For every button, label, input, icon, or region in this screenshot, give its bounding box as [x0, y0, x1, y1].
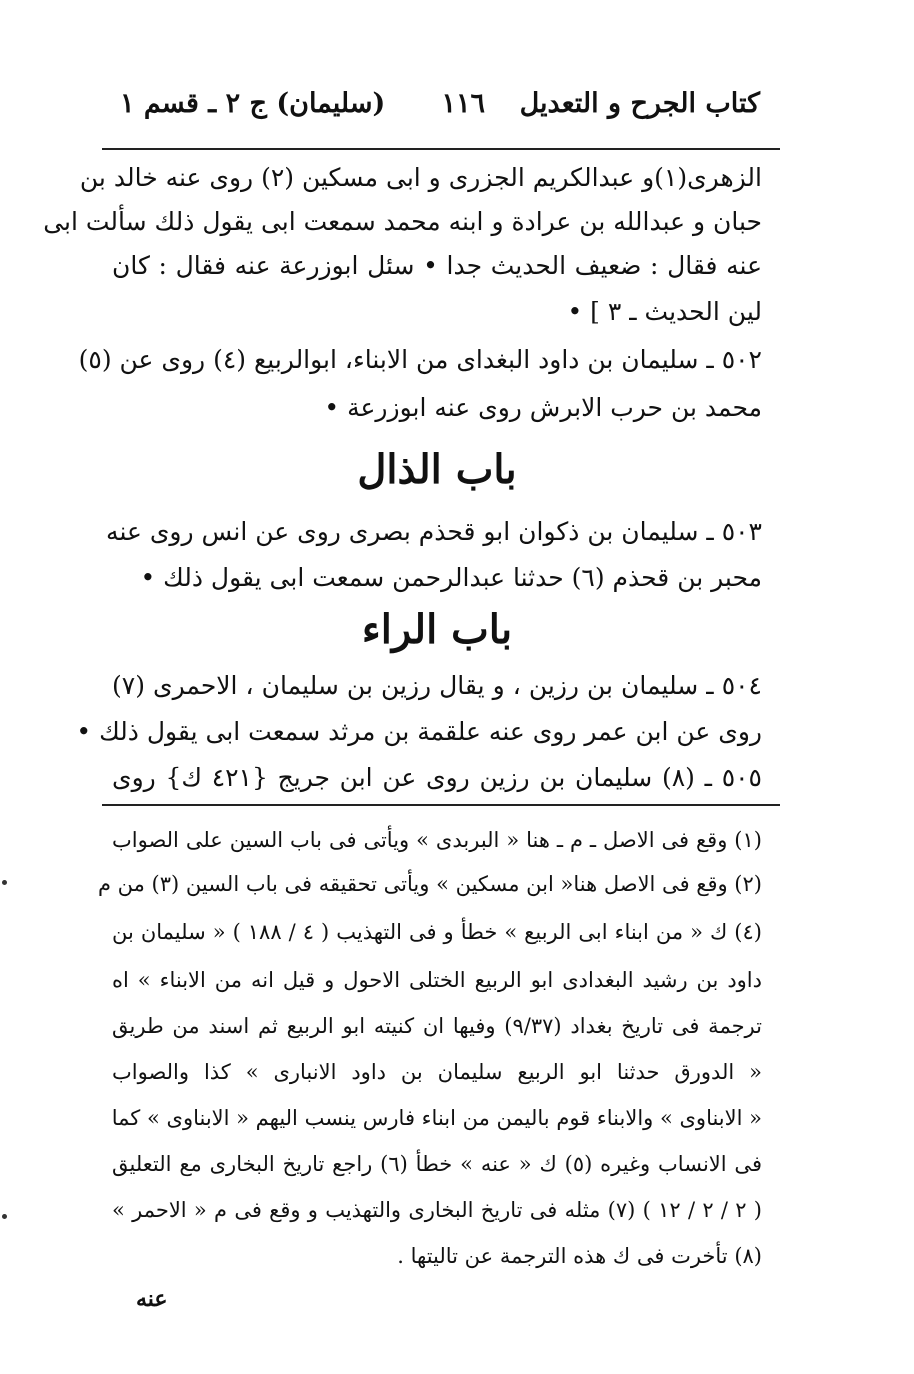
entry-505: ٥٠٥ ـ (٨) سليمان بن رزين روى عن ابن جريج {٤٢١ ك} روى [112, 763, 762, 792]
body-line: الزهرى(١)و عبدالكريم الجزرى و ابى مسكين (٢) روى عنه خالد بن [79, 163, 762, 192]
body-line: عنه فقال : ضعيف الحديث جدا • سئل ابوزرعة عنه فقال : كان [112, 251, 762, 280]
scan-mark [2, 880, 7, 885]
page-number: ١١٦ [441, 88, 485, 119]
body-line: محمد بن حرب الابرش روى عنه ابوزرعة • [324, 393, 762, 422]
catchword: عنه [136, 1286, 168, 1312]
footnote-line: (٨) تأخرت فى ك هذه الترجمة عن تاليتها . [397, 1244, 762, 1268]
running-header [120, 88, 760, 138]
section-heading-ra: باب الراء [361, 606, 513, 653]
section-heading-dhal: باب الذال [357, 446, 517, 493]
footnote-rule [102, 804, 780, 806]
footnote-line: « الدورق حدثنا ابو الربيع سليمان بن داود الانبارى » كذا والصواب [112, 1060, 762, 1084]
footnote-line: (٤) ك « من ابناء ابى الربيع » خطأ و فى التهذيب ( ٤ / ١٨٨ ) « سليمان بن [112, 920, 762, 944]
body-line: لين الحديث ـ ٣ ] • [567, 297, 762, 326]
body-line: حبان و عبدالله بن عرادة و ابنه محمد سمعت ابى يقول ذلك سألت ابى [43, 207, 762, 236]
body-line: محبر بن قحذم (٦) حدثنا عبدالرحمن سمعت ابى يقول ذلك • [140, 563, 762, 592]
footnote-line: (٢) وقع فى الاصل هنا« ابن مسكين » ويأتى تحقيقه فى باب السين (٣) من م [97, 872, 762, 896]
footnote-line: داود بن رشيد البغدادى ابو الربيع الختلى الاحول و قيل انه من الابناء » اه [112, 968, 762, 992]
entry-503: ٥٠٣ ـ سليمان بن ذكوان ابو قحذم بصرى روى عن انس روى عنه [106, 517, 762, 546]
footnote-line: (١) وقع فى الاصل ـ م ـ هنا « البربدى » ويأتى فى باب السين على الصواب [112, 828, 762, 852]
header-rule [102, 148, 780, 150]
book-title: كتاب الجرح و التعديل [519, 88, 760, 119]
entry-502: ٥٠٢ ـ سليمان بن داود البغداى من الابناء، ابوالربيع (٤) روى عن (٥) [78, 345, 762, 374]
entry-504: ٥٠٤ ـ سليمان بن رزين ، و يقال رزين بن سليمان ، الاحمرى (٧) [112, 671, 762, 700]
footnote-line: ( ٢ / ٢ / ١٢ ) (٧) مثله فى تاريخ البخارى والتهذيب و وقع فى م « الاحمر » [112, 1198, 762, 1222]
footnote-line: ترجمة فى تاريخ بغداد (٩/٣٧) وفيها ان كنيته ابو الربيع ثم اسند من طريق [112, 1014, 762, 1038]
body-line: روى عن ابن عمر روى عنه علقمة بن مرثد سمعت ابى يقول ذلك • [76, 717, 762, 746]
scan-mark [2, 1214, 7, 1219]
footnote-line: « الابناوى » والابناء قوم باليمن من ابناء فارس ينسب اليهم « الابناوى » كما [111, 1106, 762, 1130]
volume-label: (سليمان) ج ٢ ـ قسم ١ [120, 88, 386, 119]
footnote-line: فى الانساب وغيره (٥) ك « عنه » خطأ (٦) راجع تاريخ البخارى مع التعليق [112, 1152, 762, 1176]
